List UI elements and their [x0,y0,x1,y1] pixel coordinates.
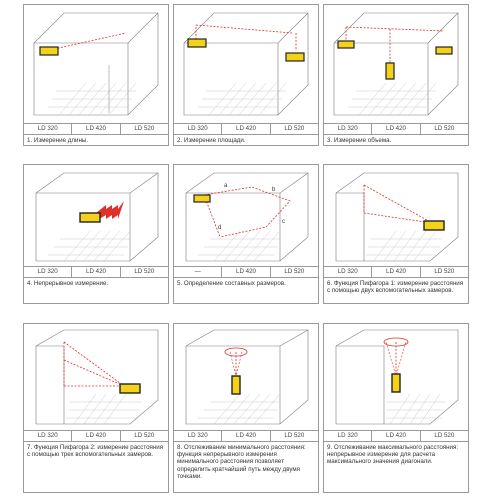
illustration-volume [324,5,468,120]
measurement-cell-1 [23,4,169,146]
model-label: LD 520 [134,268,155,275]
model-label: LD 420 [222,124,270,134]
illustration-composite [174,165,318,265]
model-row [324,123,468,134]
model-label: LD 420 [222,431,270,441]
measurement-cell-5 [173,164,319,304]
model-row [324,430,468,441]
model-label: LD 320 [24,431,72,441]
model-label: LD 420 [72,431,120,441]
illustration-pythagoras-1 [324,165,468,265]
model-label: LD 320 [324,267,372,277]
measurement-cell-6 [323,164,469,304]
measurement-cell-4 [23,164,169,304]
illustration-area [174,5,318,120]
measurement-cell-3 [323,4,469,146]
model-label: LD 520 [134,432,155,439]
caption: 1. Измерение длины. [24,134,168,146]
model-label: LD 520 [134,125,155,132]
model-label: LD 520 [284,125,305,132]
caption: 6. Функция Пифагора 1: измерение расстояния с помощью двух вспомогательных замеров. [324,277,468,296]
model-label: LD 520 [434,432,455,439]
model-row [324,266,468,277]
model-row [174,430,318,441]
caption: 5. Определение составных размеров. [174,277,318,289]
model-label: LD 320 [24,124,72,134]
label-c: c [282,219,285,225]
measurement-cell-8 [173,323,319,493]
label-b: b [272,187,276,193]
model-label: LD 320 [324,431,372,441]
model-label: LD 420 [72,124,120,134]
label-a: a [224,183,228,189]
measurement-cell-9 [323,323,469,493]
model-label: LD 420 [372,267,420,277]
illustration-min-tracking [174,324,318,428]
caption: 7. Функция Пифагора 2: измерение расстояния с помощью трех вспомогательных замеров. [24,441,168,460]
caption: 2. Измерение площади. [174,134,318,146]
model-row [174,123,318,134]
model-label: LD 320 [24,267,72,277]
model-label: — [174,267,222,277]
caption: 3. Измерение объема. [324,134,468,146]
caption: 9. Отслеживание максимального расстояния: непрерывное измерение для расчета максимального значения диагонали. [324,441,468,468]
illustration-pythagoras-2 [24,324,168,428]
label-d: d [218,225,222,231]
model-label: LD 420 [372,124,420,134]
measurement-cell-2 [173,4,319,146]
measurement-cell-7 [23,323,169,493]
caption: 8. Отслеживание минимального расстояния: функция непрерывного измерения минимального расстояния позволяет определить кратчайший путь между двумя точками. [174,441,318,482]
illustration-max-tracking [324,324,468,428]
model-row [24,266,168,277]
model-label: LD 320 [174,431,222,441]
model-label: LD 420 [372,431,420,441]
caption: 4. Непрерывное измерение. [24,277,168,289]
model-label: LD 520 [434,125,455,132]
model-label: LD 420 [222,267,270,277]
model-label: LD 320 [174,124,222,134]
model-row [24,430,168,441]
model-label: LD 420 [72,267,120,277]
model-row [174,266,318,277]
model-label: LD 520 [284,268,305,275]
model-label: LD 320 [324,124,372,134]
model-row [24,123,168,134]
illustration-continuous [24,165,168,265]
model-label: LD 520 [284,432,305,439]
model-label: LD 520 [434,268,455,275]
illustration-length [24,5,168,120]
